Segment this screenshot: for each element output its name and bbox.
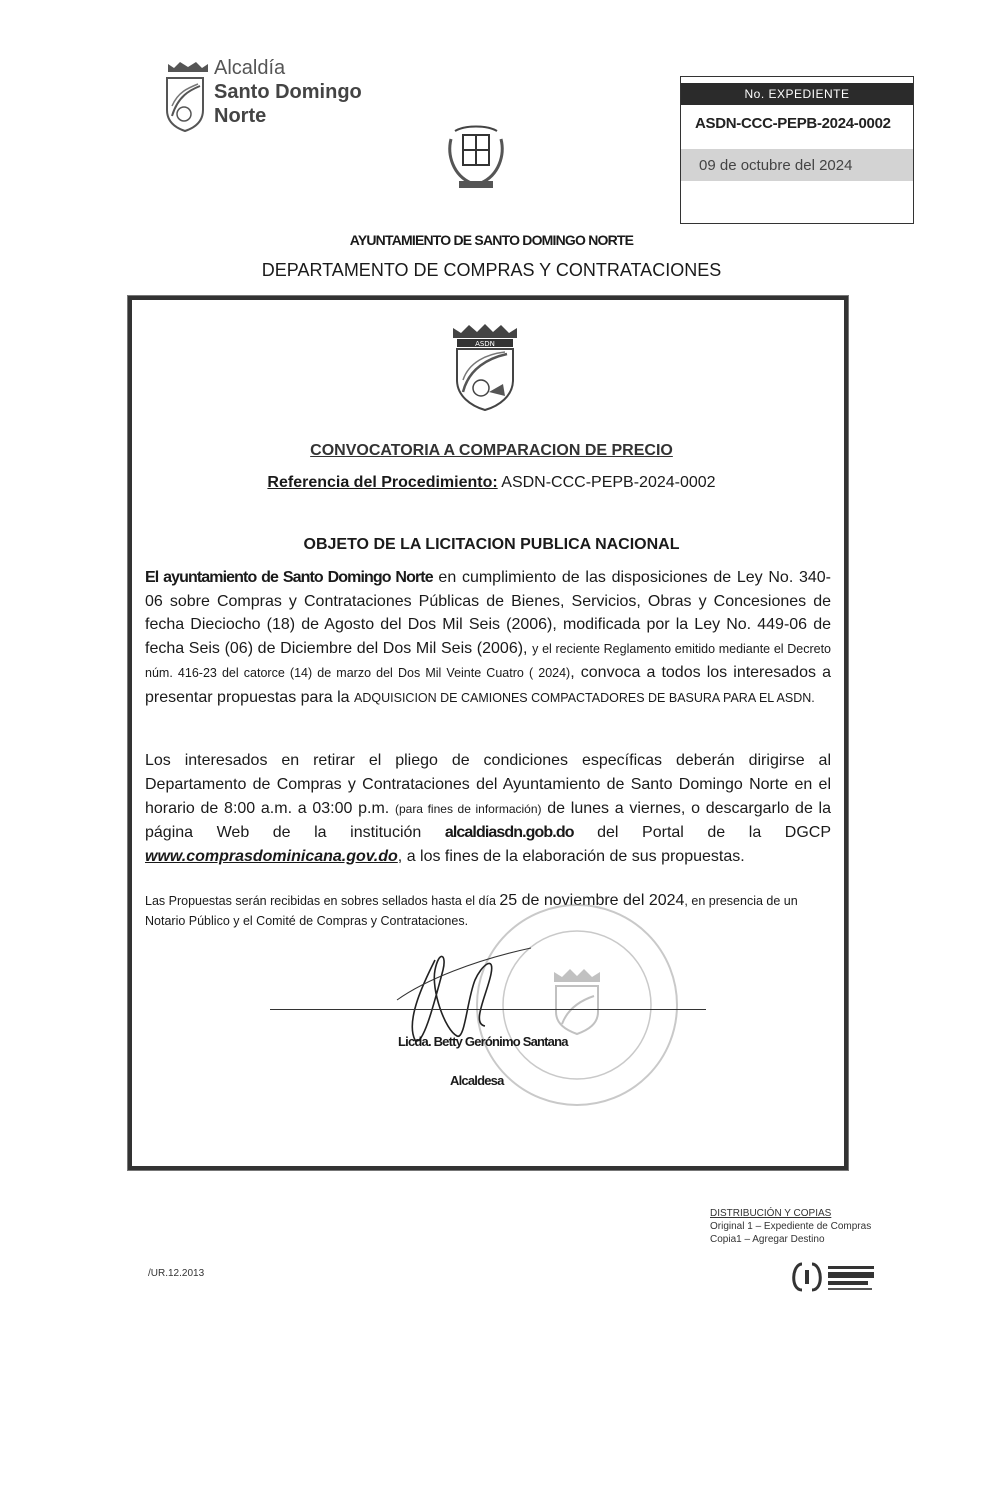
- reference-value: ASDN-CCC-PEPB-2024-0002: [501, 474, 716, 491]
- crown-icon: [166, 60, 210, 74]
- p2-info-note: (para fines de información): [394, 802, 542, 816]
- distribution-copy: Copia1 – Agregar Destino: [710, 1234, 825, 1245]
- p2-text-c: de lunes a viernes, o descargarlo de la página Web de la institución: [145, 800, 832, 841]
- distribution-title: DISTRIBUCIÓN Y COPIAS: [710, 1208, 832, 1219]
- institution-website[interactable]: alcaldiasdn.gob.do: [444, 824, 574, 841]
- notice-title: CONVOCATORIA A COMPARACION DE PRECIO: [310, 442, 673, 459]
- p2-text-g: , a los fines de la elaboración de sus propuestas.: [397, 848, 745, 865]
- object-title: OBJETO DE LA LICITACION PUBLICA NACIONAL: [303, 536, 680, 553]
- signatory-title: Alcaldesa: [450, 1073, 504, 1088]
- logo-line-1: Alcaldía: [214, 57, 286, 79]
- p1-call: , convoca a todos los interesados a presentar propuestas para la: [145, 664, 831, 706]
- shield-icon: [164, 76, 206, 132]
- deadline-year: del 2024: [618, 892, 685, 909]
- p2-text-a: Los interesados en retirar el pliego de condiciones específicas deberán dirigirse al Departamento de Compras y Contrataciones del Ayuntamiento de Santo Domingo Norte en el horario de 8:00 a.m. a 03:00 p.m.: [145, 752, 831, 817]
- logo-line-3: Norte: [214, 105, 267, 127]
- alcaldia-logo: [162, 56, 392, 132]
- expediente-box: [680, 76, 914, 224]
- p1-entity: El ayuntamiento de Santo Domingo Norte: [145, 569, 433, 586]
- p1-laws: en cumplimiento de las disposiciones de Ley No. 340-06 sobre Compras y Contrataciones Públicas de Bienes, Servicios, Obras y Concesiones de fecha Dieciocho (18) de Agosto del Dos Mil Seis (2006), modificada por la Ley No. 449-06 de fecha Seis (06) de Diciembre del Dos Mil Seis (2006),: [145, 569, 831, 657]
- ayuntamiento-title: AYUNTAMIENTO DE SANTO DOMINGO NORTE: [349, 232, 634, 248]
- logo-text: [214, 56, 362, 128]
- reference-label: Referencia del Procedimiento:: [267, 474, 498, 491]
- p3-text-d: , en presencia de un Notario Público y el Comité de Compras y Contrataciones.: [145, 894, 798, 928]
- department-title: DEPARTAMENTO DE COMPRAS Y CONTRATACIONES: [261, 260, 722, 280]
- signature-line: [270, 1009, 706, 1010]
- expediente-date: 09 de octubre del 2024: [699, 157, 853, 174]
- p3-text-a: Las Propuestas serán recibidas en sobres sellados hasta el día: [145, 894, 500, 908]
- expediente-number: ASDN-CCC-PEPB-2024-0002: [695, 115, 891, 132]
- distribution-block: [710, 1207, 871, 1246]
- dgcp-portal-link[interactable]: www.comprasdominicana.gov.do: [145, 848, 398, 865]
- expediente-date-row: [681, 149, 913, 181]
- coat-of-arms-icon: [445, 125, 507, 191]
- dgcp-logo-icon: [788, 1260, 878, 1294]
- p1-object: ADQUISICION DE CAMIONES COMPACTADORES DE BASURA PARA EL ASDN.: [354, 690, 815, 705]
- logo-line-2: Santo Domingo: [214, 81, 362, 103]
- paragraph-instructions: [145, 749, 831, 869]
- p2-text-e: del Portal de la DGCP: [573, 824, 831, 841]
- reference-line: [0, 474, 983, 492]
- distribution-original: Original 1 – Expediente de Compras: [710, 1221, 872, 1232]
- asdn-label: ASDN: [475, 340, 495, 348]
- form-code: /UR.12.2013: [148, 1268, 205, 1279]
- paragraph-legal-basis: [145, 566, 831, 710]
- signatory-name: Licda. Betty Gerónimo Santana: [398, 1034, 568, 1049]
- expediente-label: No. EXPEDIENTE: [681, 83, 913, 105]
- p1-decree: y el reciente Reglamento emitido mediante el Decreto núm. 416-23 del catorce (14) de marzo del Dos Mil Veinte Cuatro ( 2024): [145, 641, 831, 680]
- asdn-logo-icon: [447, 322, 523, 412]
- deadline-date: 25 de noviembre: [499, 892, 619, 909]
